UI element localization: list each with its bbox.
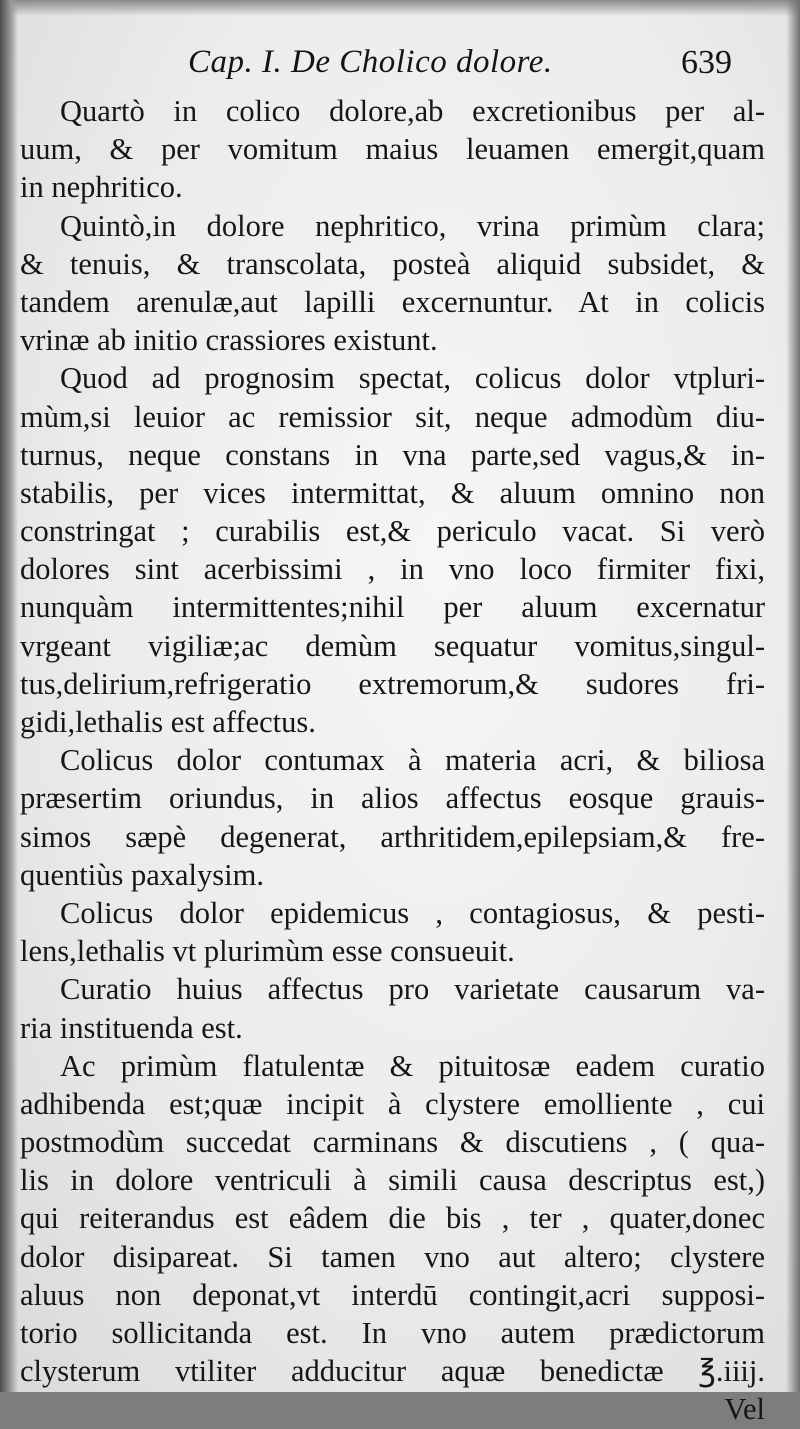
text-line: vrinæ ab initio crassiores existunt.	[20, 323, 438, 358]
text-line: gidi,lethalis est affectus.	[20, 705, 316, 739]
text-line: dolores sint acerbissimi , in vno loco firmiter fixi,	[20, 552, 765, 587]
text-line: mùm,si leuior ac remissior sit, neque admodùm diu-	[20, 399, 765, 434]
text-line: in nephritico.	[20, 170, 183, 205]
running-title: Cap. I. De Cholico dolore.	[188, 44, 553, 80]
text-line: tus,delirium,refrigeratio extremorum,& sudores fri-	[20, 666, 765, 701]
text-line: lis in dolore ventriculi à simili causa descriptus est,)	[20, 1163, 765, 1198]
text-line: ria instituenda est.	[20, 1010, 243, 1045]
text-line: Ac primùm flatulentæ & pituitosæ eadem curatio	[60, 1048, 765, 1083]
body-text	[20, 92, 765, 1429]
text-line: clysterum vtiliter adducitur aquæ benedictæ ℥.iiij.	[20, 1354, 765, 1389]
page-gutter-shadow	[0, 0, 18, 1392]
text-line: Quintò,in dolore nephritico, vrina primùm clara;	[60, 208, 765, 243]
text-line: postmodùm succedat carminans & discutiens , ( qua-	[20, 1125, 765, 1160]
page-shadow-top	[0, 0, 800, 16]
page-header	[150, 44, 760, 84]
text-line: Quod ad prognosim spectat, colicus dolor vtpluri-	[60, 361, 765, 396]
text-line: stabilis, per vices intermittat, & aluum omnino non	[20, 475, 765, 510]
text-line: Colicus dolor epidemicus , contagiosus, & pesti-	[60, 895, 765, 930]
text-line: Curatio huius affectus pro varietate causarum va-	[60, 972, 765, 1007]
text-line: præsertim oriundus, in alios affectus eosque grauis-	[20, 781, 765, 816]
text-line: aluus non deponat,vt interdū contingit,acri supposi-	[20, 1277, 765, 1312]
text-line: constringat ; curabilis est,& periculo vacat. Si verò	[20, 514, 765, 549]
text-line: tandem arenulæ,aut lapilli excernuntur. At in colicis	[20, 284, 765, 319]
text-line: nunquàm intermittentes;nihil per aluum excernatur	[20, 590, 765, 625]
text-line: torio sollicitanda est. In vno autem prædictorum	[20, 1316, 765, 1350]
text-line: vrgeant vigiliæ;ac demùm sequatur vomitus,singul-	[20, 628, 765, 663]
text-line: dolor disipareat. Si tamen vno aut altero; clystere	[20, 1239, 765, 1274]
text-line: adhibenda est;quæ incipit à clystere emolliente , cui	[20, 1086, 765, 1121]
text-line: Colicus dolor contumax à materia acri, & biliosa	[60, 743, 765, 778]
text-line: turnus, neque constans in vna parte,sed vagus,& in-	[20, 437, 765, 472]
text-line: Quartò in colico dolore,ab excretionibus per al-	[60, 94, 765, 128]
text-line: lens,lethalis vt plurimùm esse consueuit.	[20, 934, 515, 969]
catchword: Vel	[724, 1392, 765, 1427]
page-edge-shadow	[786, 0, 800, 1392]
text-line: & tenuis, & transcolata, posteà aliquid subsidet, &	[20, 246, 765, 281]
text-line: quentiùs paxalysim.	[20, 857, 264, 892]
text-line: simos sæpè degenerat, arthritidem,epilepsiam,& fre-	[20, 819, 765, 854]
text-line: uum, & per vomitum maius leuamen emergit,quam	[20, 132, 765, 167]
text-line: qui reiterandus est eâdem die bis , ter , quater,donec	[20, 1201, 765, 1236]
page-number: 639	[681, 44, 732, 81]
